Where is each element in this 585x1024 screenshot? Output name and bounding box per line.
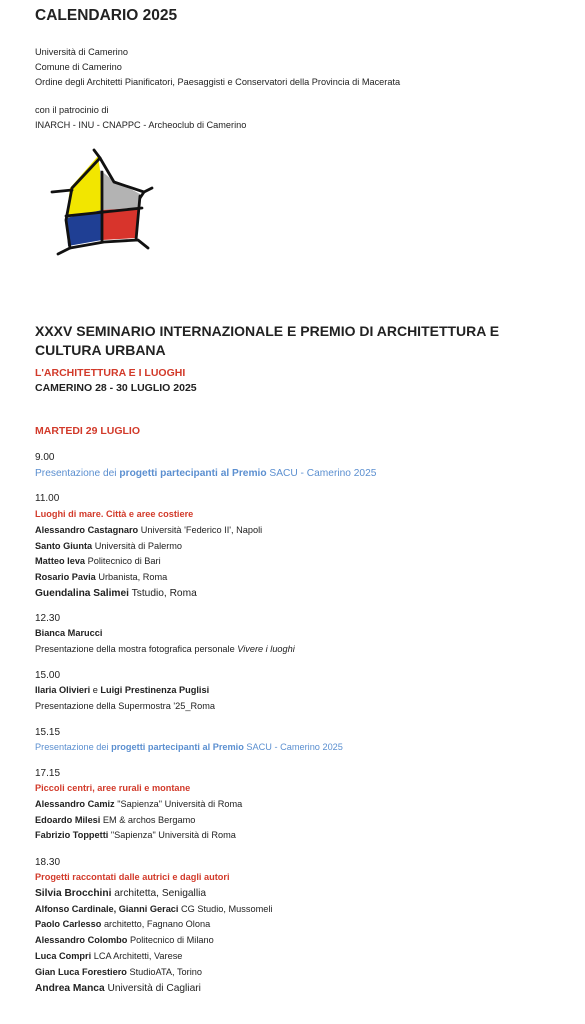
speaker-name: Rosario Pavia xyxy=(35,572,96,583)
seminar-subtitle: L'ARCHITETTURA E I LUOGHI xyxy=(35,367,186,379)
session-description xyxy=(35,642,295,658)
session-time: 15.00 xyxy=(35,670,61,681)
speaker-affiliation: Politecnico di Bari xyxy=(85,556,161,567)
session-topic: Luoghi di mare. Città e aree costiere xyxy=(35,509,194,519)
session-1515 xyxy=(35,726,343,756)
speaker-row xyxy=(35,828,242,844)
speaker-row xyxy=(35,813,242,829)
speaker-name: Alessandro Camiz xyxy=(35,798,115,809)
speaker-row xyxy=(35,902,272,918)
speaker-name: Silvia Brocchini xyxy=(35,887,112,899)
speaker-name: Fabrizio Toppetti xyxy=(35,830,109,841)
speaker-row xyxy=(35,981,272,997)
speaker-row xyxy=(35,933,272,949)
session-topic: Progetti raccontati dalle autrici e dagli autori xyxy=(35,872,230,882)
speaker-name: Alessandro Castagnaro xyxy=(35,524,139,535)
session-time: 18.30 xyxy=(35,857,61,868)
session-1500 xyxy=(35,669,215,715)
session-time: 12.30 xyxy=(35,613,61,624)
speaker-affiliation: architetta, Senigallia xyxy=(111,887,207,899)
speaker-affiliation: Urbanista, Roma xyxy=(95,572,168,583)
link-text-bold: progetti partecipanti al Premio xyxy=(119,468,267,479)
speaker-row xyxy=(35,917,272,933)
speaker-affiliation: Università 'Federico II', Napoli xyxy=(138,524,263,535)
speaker-row xyxy=(35,539,262,555)
speaker-name: Paolo Carlesso xyxy=(35,919,102,930)
speaker-row xyxy=(35,523,262,539)
speaker-affiliation: "Sapienza" Università di Roma xyxy=(108,830,236,841)
session-0900 xyxy=(35,451,376,482)
speaker-name: Ilaria Olivieri xyxy=(35,685,91,695)
description-italic: Vivere i luoghi xyxy=(237,643,295,654)
link-text: Presentazione dei xyxy=(35,468,120,479)
speaker-name: Bianca Marucci xyxy=(35,628,103,638)
conjunction: e xyxy=(90,685,101,695)
speaker-affiliation: Tstudio, Roma xyxy=(128,587,197,599)
speaker-affiliation: architetto, Fagnano Olona xyxy=(101,919,211,930)
speaker-name: Alessandro Colombo xyxy=(35,935,128,946)
session-topic: Piccoli centri, aree rurali e montane xyxy=(35,783,191,793)
page-title: CALENDARIO 2025 xyxy=(35,7,178,24)
session-1715 xyxy=(35,767,242,844)
organizer-item: Università di Camerino xyxy=(35,47,128,57)
speaker-name: Matteo Ieva xyxy=(35,556,86,567)
speaker-row xyxy=(35,797,242,813)
organizer-item: Comune di Camerino xyxy=(35,62,122,73)
speaker-row xyxy=(35,965,272,981)
speaker-affiliation: CG Studio, Mussomeli xyxy=(178,903,273,914)
session-time: 17.15 xyxy=(35,768,61,779)
speaker-name: Luigi Prestinenza Puglisi xyxy=(100,685,210,695)
patronage xyxy=(35,103,246,133)
speaker-row xyxy=(35,949,272,965)
patronage-list: INARCH - INU - CNAPPC - Archeoclub di Camerino xyxy=(35,120,247,131)
speaker-name: Santo Giunta xyxy=(35,540,93,551)
session-link[interactable] xyxy=(35,740,343,756)
speaker-row xyxy=(35,570,262,586)
link-text: SACU - Camerino 2025 xyxy=(266,468,377,479)
speaker-row xyxy=(35,886,272,902)
session-time: 15.15 xyxy=(35,727,61,738)
speaker-row xyxy=(35,683,215,699)
patronage-label: con il patrocinio di xyxy=(35,105,109,115)
speaker-affiliation: Politecnico di Milano xyxy=(127,935,214,946)
speaker-affiliation: Università di Palermo xyxy=(92,540,183,551)
session-time: 11.00 xyxy=(35,493,60,504)
speaker-affiliation: Università di Cagliari xyxy=(104,982,201,994)
speaker-name: Guendalina Salimei xyxy=(35,587,129,599)
speaker-name: Edoardo Milesi xyxy=(35,814,101,825)
seminar-dates: CAMERINO 28 - 30 LUGLIO 2025 xyxy=(35,382,197,394)
session-1230 xyxy=(35,612,295,658)
speaker-row xyxy=(35,586,262,602)
speaker-name: Luca Compri xyxy=(35,950,92,961)
link-text-bold: progetti partecipanti al Premio xyxy=(111,742,244,752)
speaker-affiliation: LCA Architetti, Varese xyxy=(91,950,183,961)
speaker-affiliation: "Sapienza" Università di Roma xyxy=(114,798,243,809)
organizers-list xyxy=(35,45,400,91)
speaker-affiliation: EM & archos Bergamo xyxy=(100,814,196,825)
session-1830 xyxy=(35,856,272,996)
speaker-name: Andrea Manca xyxy=(35,982,105,994)
session-description: Presentazione della Supermostra '25_Roma xyxy=(35,700,215,711)
speaker-row xyxy=(35,554,262,570)
link-text: Presentazione dei xyxy=(35,742,112,752)
speaker-name: Gian Luca Forestiero xyxy=(35,966,127,977)
sacu-logo-icon xyxy=(48,148,156,256)
organizer-item: Ordine degli Architetti Pianificatori, Paesaggisti e Conservatori della Provincia di Macerata xyxy=(35,77,401,88)
session-time: 9.00 xyxy=(35,452,55,463)
session-1100 xyxy=(35,492,262,602)
speaker-name: Alfonso Cardinale, Gianni Geraci xyxy=(35,903,179,914)
description-text: Presentazione della mostra fotografica personale xyxy=(35,643,238,654)
day-heading: MARTEDI 29 LUGLIO xyxy=(35,425,141,437)
speaker-affiliation: StudioATA, Torino xyxy=(126,966,202,977)
session-link[interactable] xyxy=(35,466,376,482)
seminar-title: XXXV SEMINARIO INTERNAZIONALE E PREMIO DI ARCHITETTURA E CULTURA URBANA xyxy=(35,323,500,358)
link-text: SACU - Camerino 2025 xyxy=(243,742,343,752)
